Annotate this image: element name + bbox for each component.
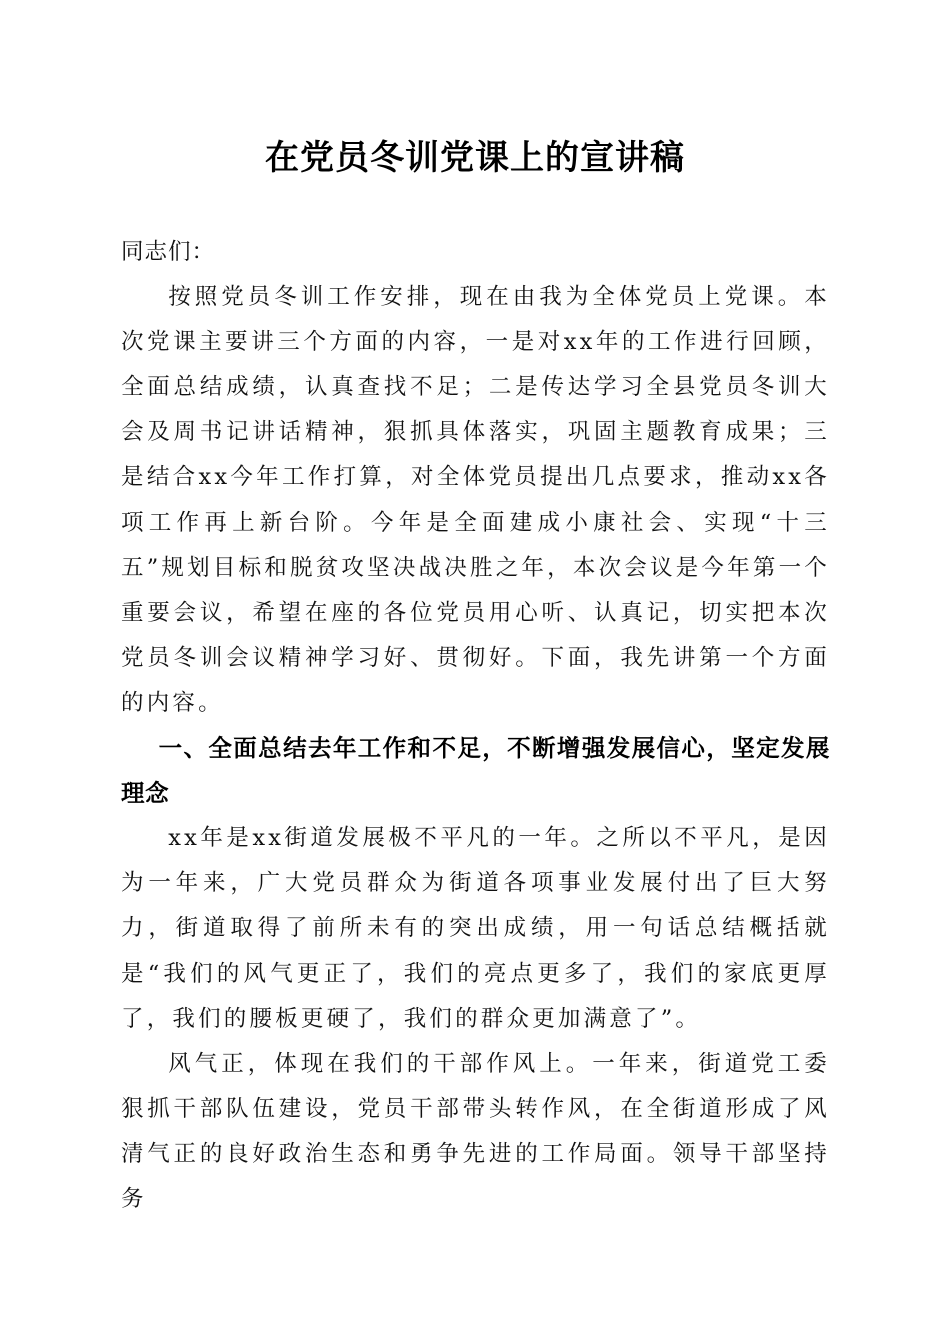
salutation: 同志们： (121, 239, 216, 265)
section-heading-1: 一、全面总结去年工作和不足，不断增强发展信心，坚定发展理念 (121, 734, 830, 808)
document-title: 在党员冬训党课上的宣讲稿 (265, 138, 685, 178)
paragraph-intro: 按照党员冬训工作安排，现在由我为全体党员上党课。本次党课主要讲三个方面的内容，一是对xx年的工作进行回顾，全面总结成绩，认真查找不足；二是传达学习全县党员冬训大会及周书记讲话精神，狠抓具体落实，巩固主题教育成果；三是结合xx今年工作打算，对全体党员提出几点要求，推动xx各项工作再上新台阶。今年是全面建成小康社会、实现“十三五”规划目标和脱贫攻坚决战决胜之年，本次会议是今年第一个重要会议，希望在座的各位党员用心听、认真记，切实把本次党员冬训会议精神学习好、贯彻好。下面，我先讲第一个方面的内容。 (121, 284, 830, 716)
document-body (121, 230, 830, 1222)
paragraph-section1-2: 风气正，体现在我们的干部作风上。一年来，街道党工委狠抓干部队伍建设，党员干部带头转作风，在全街道形成了风清气正的良好政治生态和勇争先进的工作局面。领导干部坚持务 (121, 1050, 830, 1212)
paragraph-section1-1: xx年是xx街道发展极不平凡的一年。之所以不平凡，是因为一年来，广大党员群众为街道各项事业发展付出了巨大努力，街道取得了前所未有的突出成绩，用一句话总结概括就是“我们的风气更正了，我们的亮点更多了，我们的家底更厚了，我们的腰板更硬了，我们的群众更加满意了”。 (121, 825, 830, 1032)
